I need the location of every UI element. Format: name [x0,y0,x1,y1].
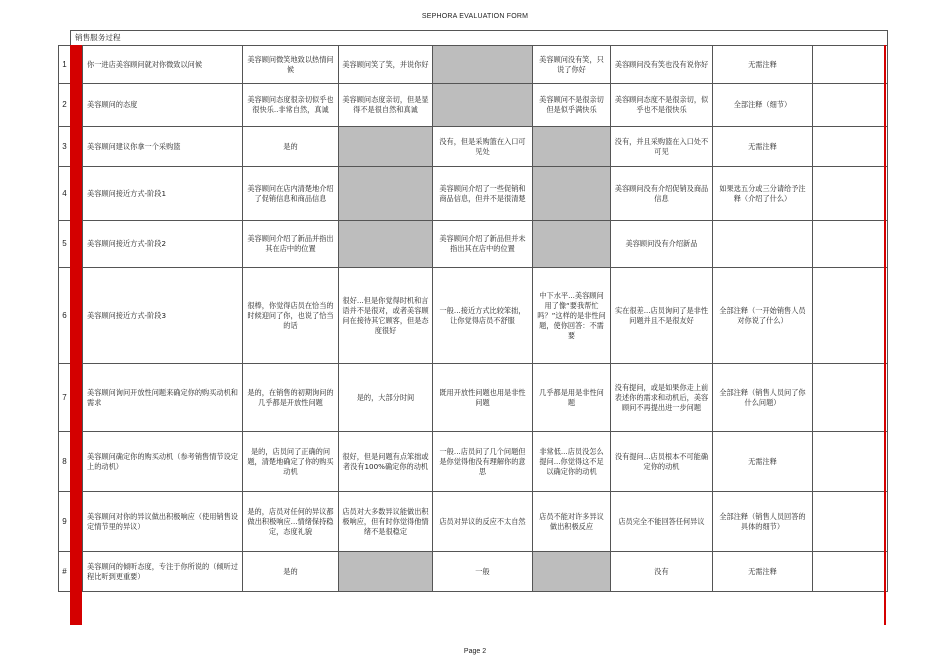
rating-cell: 是的，店员对任何的异议都做出积极响应...情绪保持稳定，态度礼貌 [243,492,339,552]
rating-cell: 非常低...店员没怎么提问...你觉得这不足以确定你的动机 [533,432,611,492]
row-number: 7 [59,364,71,432]
red-accent-bar [70,45,82,625]
rating-cell: 一般...店员问了几个问题但是你觉得他没有理解你的意思 [433,432,533,492]
rating-cell: 美容顾问微笑地致以热情问候 [243,46,339,84]
table-row [59,46,888,84]
row-number: 5 [59,221,71,268]
table-row [59,552,888,592]
rating-cell: 店员不能对许多异议做出积极反应 [533,492,611,552]
row-number: 3 [59,127,71,167]
comment-cell: 如果选五分或三分请给予注释（介绍了什么） [713,167,813,221]
rating-cell: 美容顾问态度不是很亲切，似乎也不是很快乐 [611,84,713,127]
evaluation-table [58,30,888,592]
question-cell: 美容顾问对你的异议做出积极响应（使用销售设定情节里的异议） [83,492,243,552]
question-cell: 美容顾问的倾听态度，专注于你所说的（倾听过程比听到更重要） [83,552,243,592]
row-number: # [59,552,71,592]
comment-cell [713,221,813,268]
rating-cell: 美容顾问没有笑，只说了你好 [533,46,611,84]
row-number: 6 [59,268,71,364]
rating-cell: 美容顾问笑了笑，并说你好 [339,46,433,84]
row-number: 9 [59,492,71,552]
row-number: 4 [59,167,71,221]
question-cell: 美容顾问接近方式-阶段2 [83,221,243,268]
rating-cell: 美容顾问介绍了新品但并未指出其在店中的位置 [433,221,533,268]
rating-cell [533,552,611,592]
rating-cell: 是的 [243,552,339,592]
score-cell [813,432,888,492]
rating-cell: 是的，在销售的初期询问的几乎都是开放性问题 [243,364,339,432]
comment-cell: 无需注释 [713,552,813,592]
rating-cell: 很好...但是你觉得时机和言语并不是很对，或者美容顾问在接待其它顾客，但是态度很好 [339,268,433,364]
rating-cell [339,221,433,268]
score-cell [813,221,888,268]
rating-cell: 美容顾问没有介绍促销及商品信息 [611,167,713,221]
rating-cell: 实在很差...店员询问了是非性问题并且不是很友好 [611,268,713,364]
row-number: 1 [59,46,71,84]
score-cell [813,167,888,221]
form-title: SEPHORA EVALUATION FORM [421,13,529,20]
rating-cell [339,552,433,592]
rating-cell: 很棒，你觉得店员在恰当的时候迎问了你，也说了恰当的话 [243,268,339,364]
table-row [59,364,888,432]
question-cell: 美容顾问的态度 [83,84,243,127]
rating-cell [533,127,611,167]
row-number: 8 [59,432,71,492]
rating-cell: 没有，但是采购篮在入口可见处 [433,127,533,167]
red-accent-line [884,45,886,625]
question-cell: 美容顾问确定你的购买动机（参考销售情节设定上的动机） [83,432,243,492]
rating-cell: 没有提问，或是如果你走上前表述你的需求和动机后，美容顾问不再提出进一步问题 [611,364,713,432]
rating-cell: 一般...接近方式比较笨拙，让你觉得店员不舒服 [433,268,533,364]
score-cell [813,84,888,127]
score-cell [813,492,888,552]
rating-cell: 店员完全不能回答任何异议 [611,492,713,552]
rating-cell: 美容顾问介绍了新品并指出其在店中的位置 [243,221,339,268]
rating-cell: 既用开放性问题也用是非性问题 [433,364,533,432]
rating-cell [533,167,611,221]
rating-cell: 店员对异议的反应不太自然 [433,492,533,552]
rating-cell: 美容顾问态度很亲切似乎也很快乐..非常自然，真诚 [243,84,339,127]
rating-cell [339,127,433,167]
rating-cell: 是的，店员问了正确的问题，清楚地确定了你的购买动机 [243,432,339,492]
question-cell: 美容顾问询问开放性问题来确定你的购买动机和需求 [83,364,243,432]
table-row [59,127,888,167]
comment-cell: 全部注释（销售人员回答的具体的细节） [713,492,813,552]
comment-cell: 无需注释 [713,127,813,167]
rating-cell: 一般 [433,552,533,592]
table-row [59,167,888,221]
rating-cell: 几乎都是用是非性问题 [533,364,611,432]
rating-cell: 美容顾问没有笑也没有说你好 [611,46,713,84]
table-row [59,432,888,492]
rating-cell: 没有 [611,552,713,592]
score-cell [813,268,888,364]
question-cell: 美容顾问接近方式-阶段1 [83,167,243,221]
rating-cell: 美容顾问介绍了一些促销和商品信息，但并不是很清楚 [433,167,533,221]
rating-cell: 美容顾问不是很亲切但是似乎满快乐 [533,84,611,127]
rating-cell: 是的 [243,127,339,167]
comment-cell: 全部注释（一开始销售人员对你说了什么） [713,268,813,364]
score-cell [813,127,888,167]
question-cell: 美容顾问接近方式-阶段3 [83,268,243,364]
table-row [59,492,888,552]
rating-cell: 美容顾问态度亲切，但是显得不是很自然和真诚 [339,84,433,127]
rating-cell [433,84,533,127]
rating-cell: 是的，大部分时间 [339,364,433,432]
table-row [59,221,888,268]
rating-cell [339,167,433,221]
blank-cell [59,31,71,46]
comment-cell: 全部注释（销售人员问了你什么问题） [713,364,813,432]
rating-cell: 店员对大多数异议能做出积极响应，但有时你觉得他情绪不是很稳定 [339,492,433,552]
table-row [59,84,888,127]
question-cell: 你一进店美容顾问就对你微致以问候 [83,46,243,84]
comment-cell: 无需注释 [713,46,813,84]
question-cell: 美容顾问建议你拿一个采购篮 [83,127,243,167]
rating-cell [433,46,533,84]
rating-cell: 很好，但是问题有点笨拙或者没有100%确定你的动机 [339,432,433,492]
table-row [59,268,888,364]
rating-cell: 美容顾问没有介绍新品 [611,221,713,268]
rating-cell [533,221,611,268]
rating-cell: 中下水平...美容顾问用了像“要我帮忙吗？”这样的是非性问题，使你回答：不需要 [533,268,611,364]
score-cell [813,552,888,592]
comment-cell: 无需注释 [713,432,813,492]
rating-cell: 没有提问...店员根本不可能确定你的动机 [611,432,713,492]
comment-cell: 全部注释（细节） [713,84,813,127]
row-number: 2 [59,84,71,127]
rating-cell: 没有，并且采购篮在入口处不可见 [611,127,713,167]
section-label: 销售服务过程 [71,31,888,46]
score-cell [813,46,888,84]
rating-cell: 美容顾问在店内清楚地介绍了促销信息和商品信息 [243,167,339,221]
page-number: Page 2 [463,648,487,655]
score-cell [813,364,888,432]
